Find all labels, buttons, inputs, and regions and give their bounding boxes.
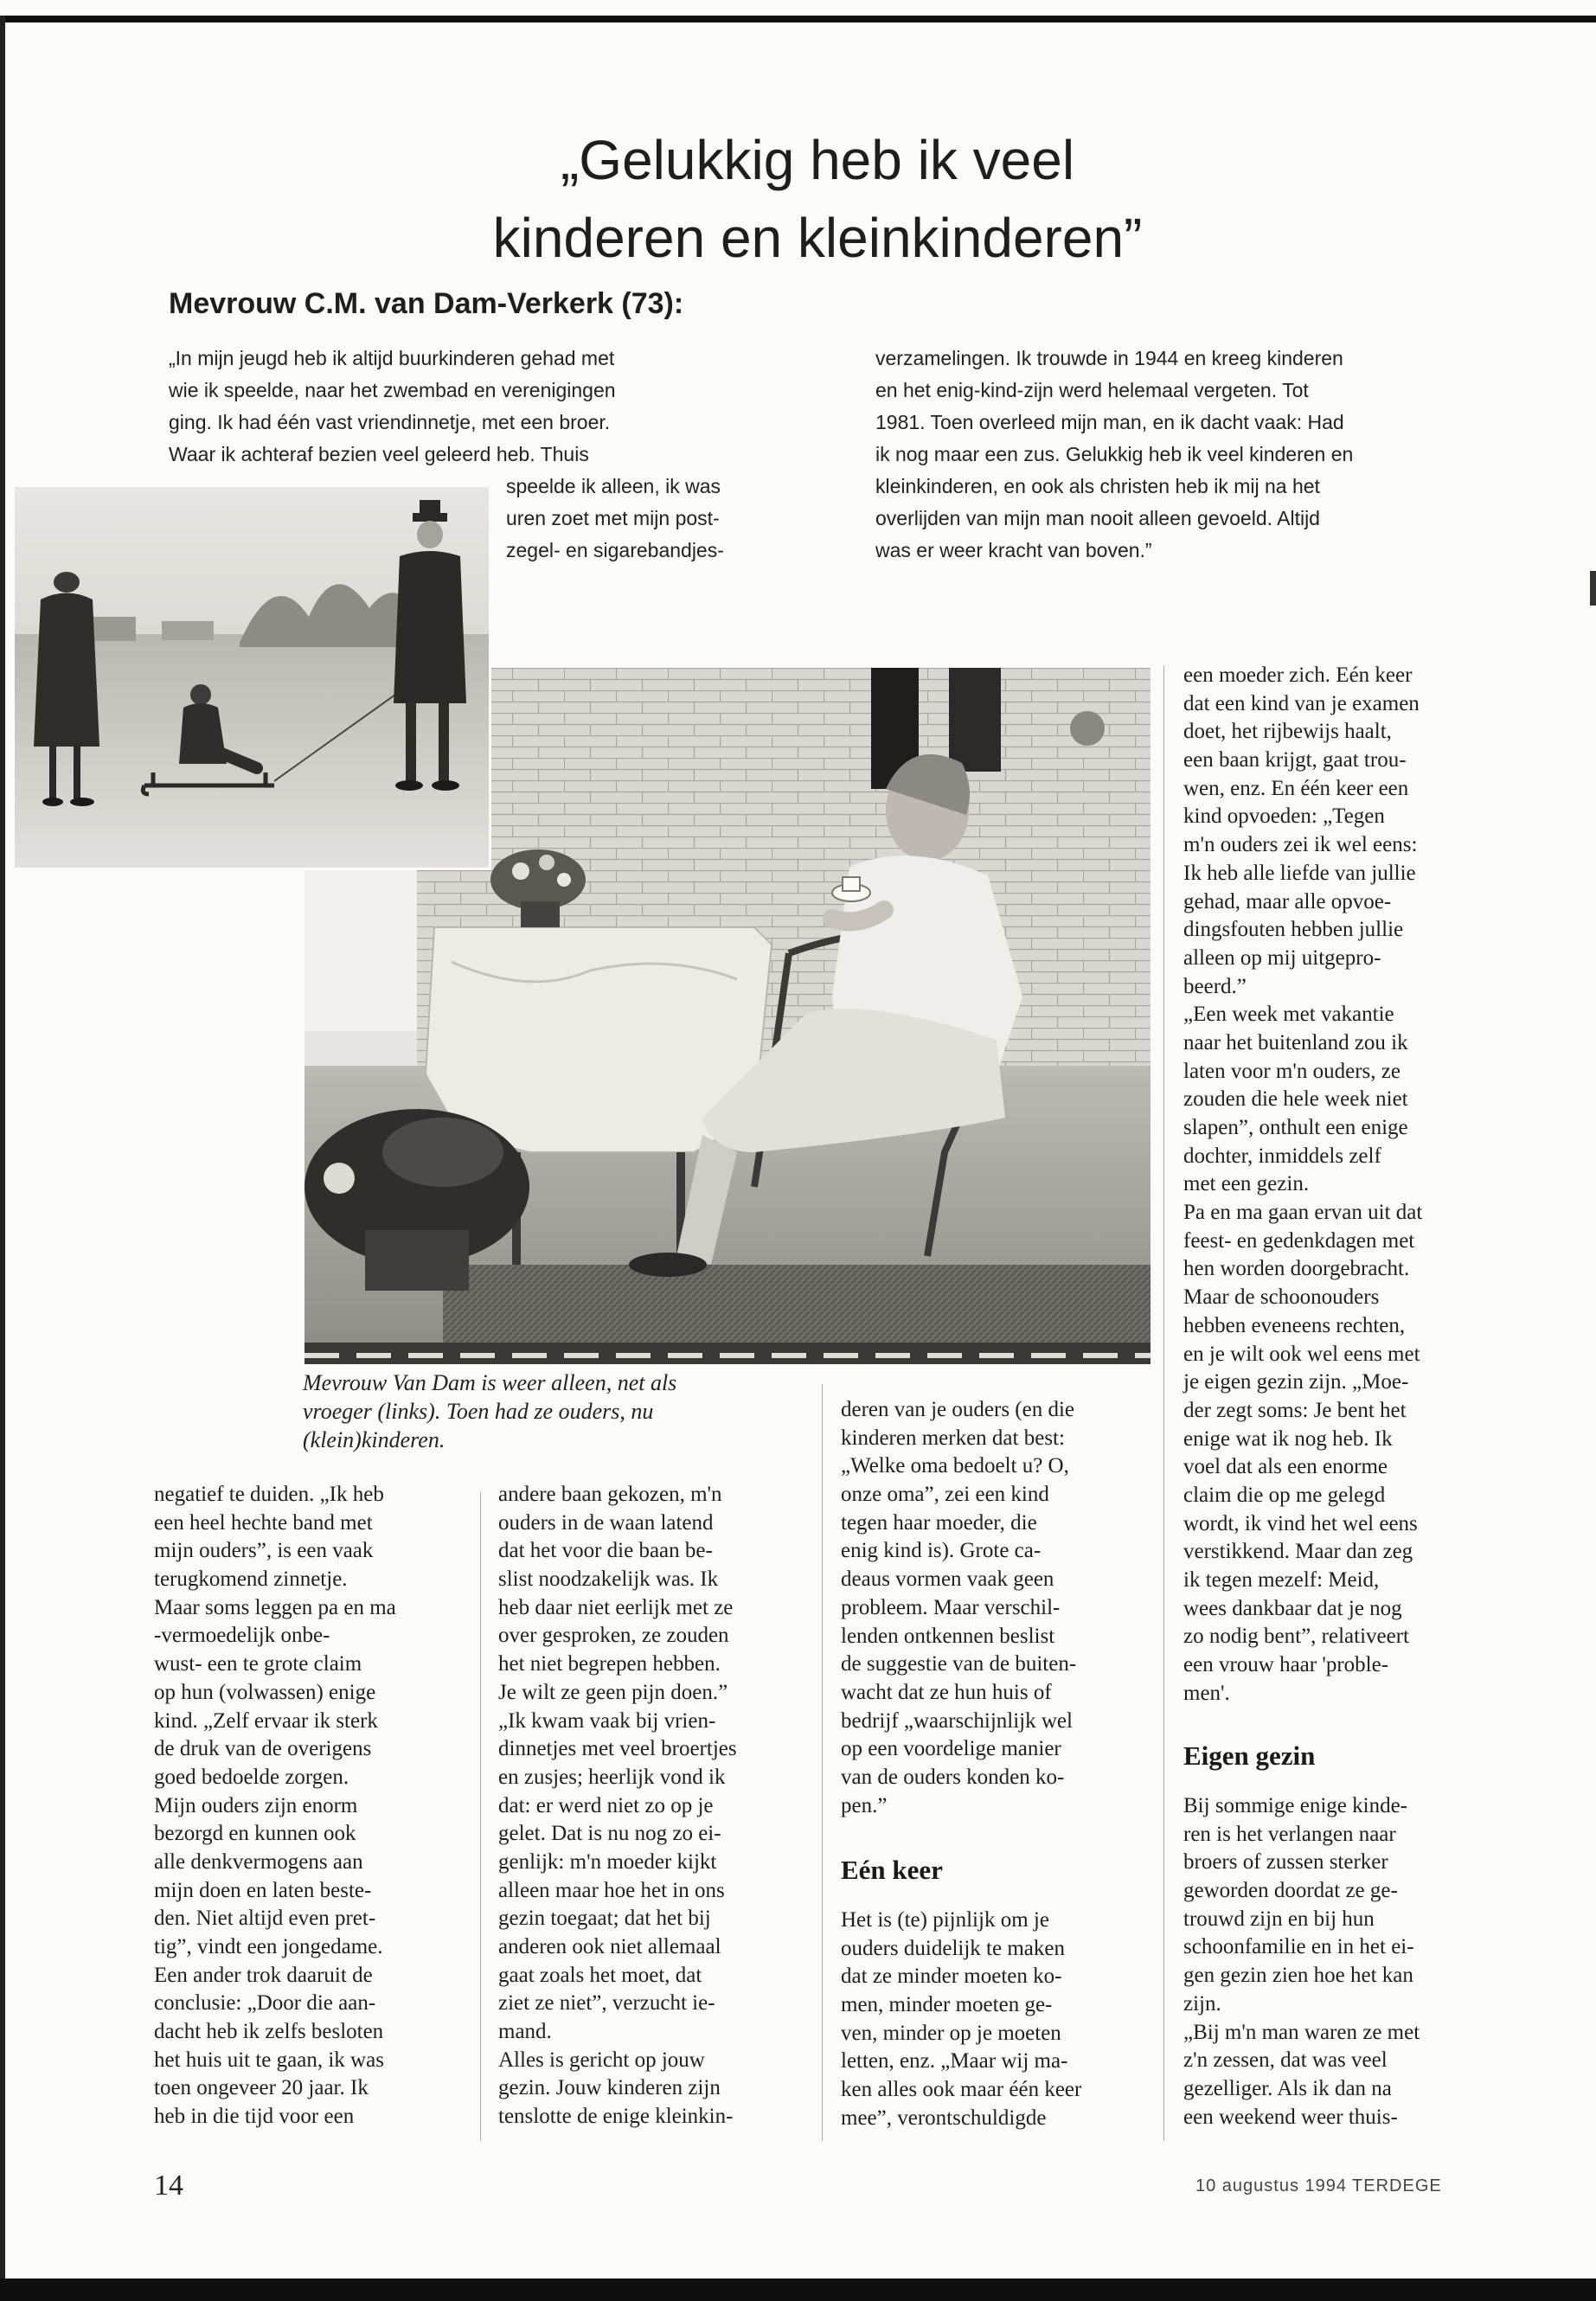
column-line: gezin toegaat; dat het bij — [498, 1907, 711, 1931]
column-line: dat een kind van je examen — [1183, 691, 1420, 715]
column-line: dingsfouten hebben jullie — [1183, 918, 1404, 942]
column-line: naar het buitenland zou ik — [1183, 1030, 1408, 1054]
column-line: negatief te duiden. „Ik heb — [154, 1483, 384, 1506]
column-line: ren is het verlangen naar — [1183, 1822, 1396, 1846]
headline-line: „Gelukkig heb ik veel — [560, 129, 1075, 191]
column-line: enige wat ik nog heb. Ik — [1183, 1426, 1393, 1451]
column-line: kinderen merken dat best: — [841, 1426, 1065, 1450]
column-line: goed bedoelde zorgen. — [154, 1765, 349, 1789]
column-line: Pa en ma gaan ervan uit dat — [1183, 1201, 1423, 1225]
column-line: dat ze minder moeten ko- — [841, 1965, 1062, 1989]
byline: Mevrouw C.M. van Dam-Verkerk (73): — [169, 287, 684, 320]
intro-line: overlijden van mijn man nooit alleen gevoeld. Altijd — [875, 507, 1320, 529]
column-line: mand. — [498, 2020, 552, 2044]
column-line: Bij sommige enige kinde- — [1183, 1794, 1407, 1817]
column-rule — [1163, 666, 1164, 2141]
column-line: beerd.” — [1183, 974, 1247, 998]
column-line: alleen maar hoe het in ons — [498, 1878, 725, 1902]
column-line: Alles is gericht op jouw — [498, 2048, 705, 2072]
column-line: den. Niet altijd even pret- — [154, 1907, 376, 1931]
column-line: zouden die hele week niet — [1183, 1087, 1408, 1112]
column-line: mee”, verontschuldigde — [841, 2106, 1047, 2130]
column-line: kind opvoeden: „Tegen — [1183, 804, 1385, 829]
column-line: slist noodzakelijk was. Ik — [498, 1567, 719, 1592]
column-line: dinnetjes met veel broertjes — [498, 1737, 737, 1761]
column-line: gaat zoals het moet, dat — [498, 1963, 702, 1987]
column-line: trouwd zijn en bij hun — [1183, 1907, 1375, 1931]
column-line: deren van je ouders (en die — [841, 1398, 1075, 1421]
column-line: toen ongeveer 20 jaar. Ik — [154, 2076, 369, 2100]
column-line: heb daar niet eerlijk met ze — [498, 1595, 734, 1619]
column-line: alleen op mij uitgepro- — [1183, 945, 1381, 970]
column-line: der zegt soms: Je bent het — [1183, 1398, 1407, 1422]
column-rule — [822, 1384, 823, 2141]
column-line: met een gezin. — [1183, 1172, 1310, 1196]
column-line: op hun (volwassen) enige — [154, 1680, 376, 1704]
column-line: „Een week met vakantie — [1183, 1003, 1394, 1027]
column-line: tenslotte de enige kleinkin- — [498, 2105, 734, 2129]
column-line: Maar soms leggen pa en ma — [154, 1595, 396, 1619]
page-number: 14 — [154, 2170, 183, 2202]
column-line: op een voordelige manier — [841, 1737, 1061, 1761]
column-line: de druk van de overigens — [154, 1737, 372, 1761]
column-line: een moeder zich. Eén keer — [1183, 663, 1413, 687]
column-line: terugkomend zinnetje. — [154, 1567, 348, 1592]
subheading-eigen-gezin: Eigen gezin — [1183, 1740, 1316, 1771]
intro-line: en het enig-kind-zijn werd helemaal vergeten. Tot — [875, 379, 1309, 401]
column-line: tig”, vindt een jongedame. — [154, 1935, 383, 1958]
column-line: dacht heb ik zelfs besloten — [154, 2020, 384, 2044]
column-line: dat het voor die baan be- — [498, 1539, 713, 1563]
column-line: een weekend weer thuis- — [1183, 2105, 1398, 2129]
column-line: anderen ook niet allemaal — [498, 1935, 721, 1958]
column-line: men, minder moeten ge- — [841, 1993, 1053, 2017]
body-column-4-bottom — [1183, 1792, 1420, 2131]
column-line: -vermoedelijk onbe- — [154, 1624, 330, 1648]
column-line: van de ouders konden ko- — [841, 1765, 1065, 1789]
column-line: gelet. Dat is nu nog zo ei- — [498, 1822, 721, 1846]
column-line: lenden ontkennen beslist — [841, 1624, 1055, 1648]
intro-left-wrap — [506, 471, 724, 567]
column-line: genlijk: m'n moeder kijkt — [498, 1849, 717, 1874]
body-column-3-top — [841, 1396, 1076, 1820]
column-line: een heel hechte band met — [154, 1510, 373, 1535]
column-line: z'n zessen, dat was veel — [1183, 2048, 1388, 2073]
column-line: ven, minder op je moeten — [841, 2021, 1061, 2045]
column-line: mijn doen en laten beste- — [154, 1878, 372, 1902]
column-line: het niet begrepen hebben. — [498, 1652, 721, 1676]
body-column-4-top — [1183, 662, 1422, 1708]
column-line: gezelliger. Als ik dan na — [1183, 2076, 1392, 2100]
intro-line: speelde ik alleen, ik was — [506, 475, 721, 497]
column-line: zo nodig bent”, relativeert — [1183, 1625, 1409, 1649]
column-line: Maar de schoonouders — [1183, 1285, 1380, 1310]
column-line: onze oma”, zei een kind — [841, 1483, 1049, 1507]
column-line: feest- en gedenkdagen met — [1183, 1228, 1415, 1253]
column-line: bedrijf „waarschijnlijk wel — [841, 1708, 1073, 1733]
column-line: „Welke oma bedoelt u? O, — [841, 1454, 1069, 1478]
column-line: deaus vormen vaak geen — [841, 1567, 1054, 1592]
column-line: tegen haar moeder, die — [841, 1510, 1037, 1535]
column-line: Ik heb alle liefde van jullie — [1183, 861, 1416, 885]
column-line: de suggestie van de buiten- — [841, 1652, 1077, 1676]
column-line: zijn. — [1183, 1991, 1221, 2016]
column-line: letten, enz. „Maar wij ma- — [841, 2049, 1068, 2073]
caption-line: Mevrouw Van Dam is weer alleen, net als — [303, 1370, 677, 1395]
column-line: ken alles ook maar één keer — [841, 2078, 1082, 2102]
intro-line: was er weer kracht van boven.” — [875, 539, 1152, 561]
column-line: geworden doordat ze ge- — [1183, 1879, 1398, 1903]
column-line: ouders duidelijk te maken — [841, 1936, 1065, 1960]
intro-line: „In mijn jeugd heb ik altijd buurkinderen gehad met — [169, 347, 615, 369]
column-line: probleem. Maar verschil- — [841, 1595, 1061, 1619]
column-line: gen gezin zien hoe het kan — [1183, 1964, 1413, 1988]
photo-winter-scene-image — [15, 487, 489, 868]
column-line: Je wilt ze geen pijn doen.” — [498, 1680, 728, 1704]
column-line: een baan krijgt, gaat trou- — [1183, 748, 1407, 772]
page-border-right-mark — [1590, 571, 1596, 606]
column-line: doet, het rijbewijs haalt, — [1183, 720, 1392, 744]
column-line: wees dankbaar dat je nog — [1183, 1596, 1402, 1620]
column-line: wust- een te grote claim — [154, 1652, 362, 1676]
column-line: bezorgd en kunnen ook — [154, 1822, 356, 1846]
body-column-1 — [154, 1481, 396, 2131]
intro-line: wie ik speelde, naar het zwembad en verenigingen — [169, 379, 616, 401]
column-line: „Bij m'n man waren ze met — [1183, 2020, 1420, 2044]
page-border-bottom — [0, 2279, 1596, 2301]
headline — [260, 121, 1375, 277]
column-line: over gesproken, ze zouden — [498, 1624, 729, 1648]
column-line: ouders in de waan latend — [498, 1510, 714, 1535]
column-line: gezin. Jouw kinderen zijn — [498, 2076, 721, 2100]
column-line: dochter, inmiddels zelf — [1183, 1144, 1381, 1168]
column-line: alle denkvermogens aan — [154, 1849, 363, 1874]
column-line: hebben eveneens rechten, — [1183, 1313, 1406, 1337]
intro-line: 1981. Toen overleed mijn man, en ik dacht vaak: Had — [875, 411, 1344, 433]
subheading-een-keer: Eén keer — [841, 1855, 943, 1885]
column-line: heb in die tijd voor een — [154, 2105, 355, 2129]
column-line: en je wilt ook wel eens met — [1183, 1342, 1420, 1366]
column-rule — [480, 1492, 481, 2141]
footer-magazine: TERDEGE — [1352, 2176, 1442, 2195]
column-line: wordt, ik vind het wel eens — [1183, 1511, 1418, 1535]
column-line: laten voor m'n ouders, ze — [1183, 1059, 1401, 1083]
body-column-2 — [498, 1481, 737, 2131]
page-border-top — [0, 16, 1596, 22]
intro-line: Waar ik achteraf bezien veel geleerd heb. Thuis — [169, 443, 589, 465]
column-line: voel dat als een enorme — [1183, 1455, 1388, 1479]
column-line: pen.” — [841, 1793, 888, 1817]
headline-line: kinderen en kleinkinderen” — [492, 207, 1143, 269]
intro-line: uren zoet met mijn post- — [506, 507, 720, 529]
column-line: verstikkend. Maar dan zeg — [1183, 1540, 1413, 1564]
column-line: claim die op me gelegd — [1183, 1483, 1386, 1507]
column-line: hen worden doorgebracht. — [1183, 1257, 1410, 1281]
intro-left — [169, 343, 616, 471]
column-line: m'n ouders zei ik wel eens: — [1183, 833, 1418, 857]
column-line: een vrouw haar 'proble- — [1183, 1653, 1389, 1677]
intro-line: kleinkinderen, en ook als christen heb ik mij na het — [875, 475, 1320, 497]
column-line: broers of zussen sterker — [1183, 1850, 1388, 1875]
photo-caption — [303, 1368, 676, 1454]
column-line: het huis uit te gaan, ik was — [154, 2048, 384, 2072]
column-line: Een ander trok daaruit de — [154, 1963, 373, 1987]
column-line: wen, enz. En één keer een — [1183, 776, 1409, 800]
column-line: gehad, maar alle opvoe- — [1183, 889, 1392, 913]
page-border-left — [0, 16, 5, 2282]
column-line: wacht dat ze hun huis of — [841, 1680, 1052, 1704]
column-line: andere baan gekozen, m'n — [498, 1483, 722, 1506]
footer-date: 10 augustus 1994 — [1195, 2176, 1348, 2195]
intro-line: zegel- en sigarebandjes- — [506, 539, 724, 561]
footer-issue — [1195, 2176, 1447, 2196]
column-line: kind. „Zelf ervaar ik sterk — [154, 1708, 378, 1733]
intro-right — [875, 343, 1353, 567]
column-line: Mijn ouders zijn enorm — [154, 1793, 358, 1817]
column-line: en zusjes; heerlijk vond ik — [498, 1765, 726, 1789]
column-line: enig kind is). Grote ca- — [841, 1539, 1042, 1563]
caption-line: vroeger (links). Toen had ze ouders, nu — [303, 1399, 654, 1424]
caption-line: (klein)kinderen. — [303, 1427, 445, 1452]
column-line: „Ik kwam vaak bij vrien- — [498, 1708, 716, 1733]
column-line: conclusie: „Door die aan- — [154, 1991, 376, 2016]
column-line: dat: er werd niet zo op je — [498, 1793, 714, 1817]
column-line: ik tegen mezelf: Meid, — [1183, 1568, 1380, 1592]
body-column-3-bottom — [841, 1907, 1081, 2133]
column-line: ziet ze niet”, verzucht ie- — [498, 1991, 715, 2016]
column-line: Het is (te) pijnlijk om je — [841, 1908, 1049, 1932]
column-line: mijn ouders”, is een vaak — [154, 1539, 374, 1563]
column-line: men'. — [1183, 1681, 1230, 1705]
photo-winter-scene — [12, 484, 491, 870]
intro-line: ik nog maar een zus. Gelukkig heb ik veel kinderen en — [875, 443, 1354, 465]
intro-line: verzamelingen. Ik trouwde in 1944 en kreeg kinderen — [875, 347, 1343, 369]
column-line: je eigen gezin zijn. „Moe- — [1183, 1370, 1409, 1394]
intro-line: ging. Ik had één vast vriendinnetje, met een broer. — [169, 411, 611, 433]
column-line: schoonfamilie en in het ei- — [1183, 1935, 1414, 1959]
column-line: slapen”, onthult een enige — [1183, 1116, 1408, 1139]
